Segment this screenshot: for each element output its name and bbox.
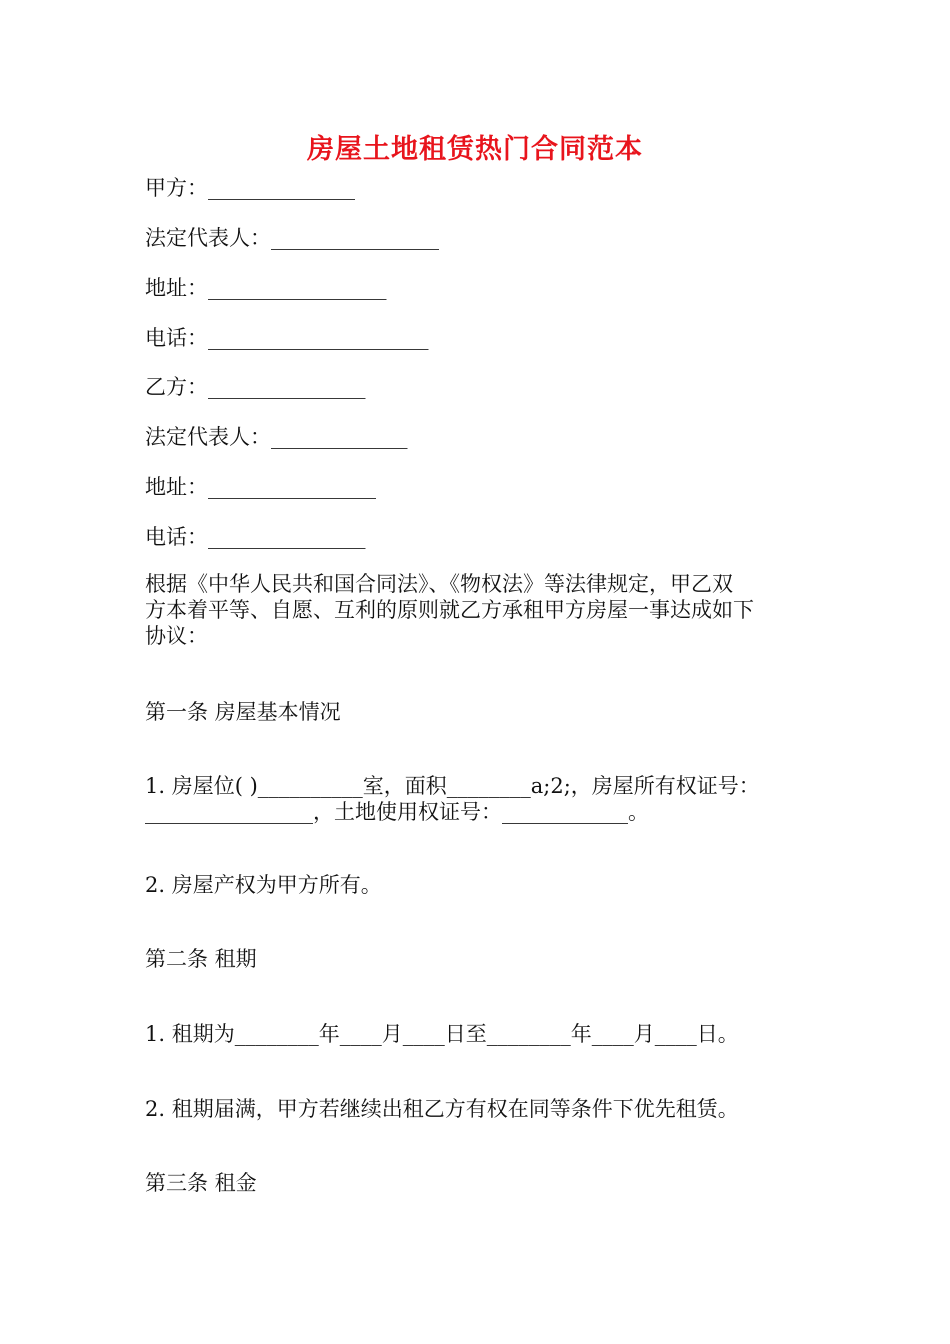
article-1-item-1-line: 1. 房屋位( )__________室，面积________a;2;，房屋所有权证号： bbox=[145, 774, 760, 798]
article-3-heading: 第三条 租金 bbox=[145, 1171, 257, 1195]
preamble-paragraph bbox=[145, 571, 817, 649]
document-title: 房屋土地租赁热门合同范本 bbox=[307, 134, 643, 165]
party-b-representative-line: 法定代表人：_____________ bbox=[145, 425, 408, 449]
article-1-item-1 bbox=[145, 773, 817, 825]
party-a-phone-line: 电话：_____________________ bbox=[145, 326, 429, 350]
party-b-name-line: 乙方：_______________ bbox=[145, 375, 366, 399]
party-a-representative-line: 法定代表人：________________ bbox=[145, 226, 439, 250]
party-a-name-line: 甲方：______________ bbox=[145, 176, 355, 200]
preamble-line: 根据《中华人民共和国合同法》、《物权法》等法律规定，甲乙双 bbox=[145, 572, 733, 596]
article-2-item-1: 1. 租期为________年____月____日至________年____月____日。 bbox=[145, 1022, 739, 1046]
article-2-heading: 第二条 租期 bbox=[145, 947, 257, 971]
article-2-item-2: 2. 租期届满，甲方若继续出租乙方有权在同等条件下优先租赁。 bbox=[145, 1097, 739, 1121]
party-b-address-line: 地址：________________ bbox=[145, 475, 376, 499]
preamble-line: 协议： bbox=[145, 624, 208, 648]
article-1-heading: 第一条 房屋基本情况 bbox=[145, 700, 341, 724]
party-a-address-line: 地址：_________________ bbox=[145, 276, 387, 300]
article-1-item-2: 2. 房屋产权为甲方所有。 bbox=[145, 873, 382, 897]
preamble-line: 方本着平等、自愿、互利的原则就乙方承租甲方房屋一事达成如下 bbox=[145, 598, 754, 622]
article-1-item-1-line: ________________，土地使用权证号：____________。 bbox=[145, 800, 649, 824]
party-b-phone-line: 电话：_______________ bbox=[145, 525, 366, 549]
